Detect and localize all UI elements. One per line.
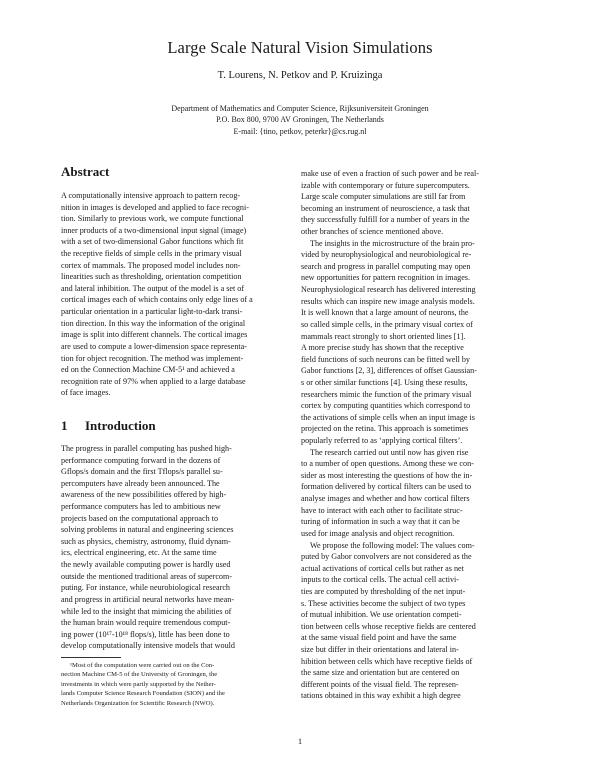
text-line: izable with contemporary or future supercomputers.	[301, 180, 470, 190]
text-line: cortical images each of which contains only edge lines of a	[61, 295, 253, 305]
section-title: Introduction	[85, 418, 156, 433]
right-column-body	[301, 168, 541, 702]
text-line: s. These activities become the subject of two types	[301, 598, 466, 608]
text-line: turing of information in such a way that it can be	[301, 517, 460, 527]
text-line: other branches of science mentioned above.	[301, 227, 444, 237]
text-line: projected on the retina. This approach is sometimes	[301, 424, 469, 434]
text-line: cortex by computing quantities which correspond to	[301, 401, 471, 411]
text-line: performance computing forward in the dozens of	[61, 455, 221, 465]
text-line: percomputers have already been announced. The	[61, 478, 220, 488]
footnote-rule	[61, 657, 121, 658]
text-line: ics, electrical engineering, etc. At the same time	[61, 548, 217, 558]
page-number: 1	[297, 736, 303, 746]
text-line: mammals react strongly to short oriented lines [1].	[301, 331, 466, 341]
introduction-heading	[61, 418, 156, 434]
text-line: Gflops/s domain and the first Tflops/s parallel su-	[61, 467, 223, 477]
text-line: the activations of simple cells when an input image is	[301, 412, 475, 422]
text-line: field functions of such neurons can be fitted well by	[301, 354, 470, 364]
text-line: of mutual inhibition. We use orientation competi-	[301, 610, 462, 620]
text-line: The insights in the microstructure of the brain pro-	[310, 238, 475, 248]
text-line: ed on the Connection Machine CM-5¹ and achieved a	[61, 365, 235, 375]
text-line: puting. For instance, while neurobiological research	[61, 583, 230, 593]
text-line: of face images.	[61, 388, 111, 398]
text-line: cortex of mammals. The proposed model includes non-	[61, 260, 241, 270]
text-line: they successfully fulfill for a number of years in the	[301, 215, 470, 225]
text-line: researchers mimic the function of the primary visual	[301, 389, 472, 399]
text-line: nition in images is developed and applied to face recogni-	[61, 202, 249, 212]
text-line: outside the mentioned traditional areas of supercom-	[61, 571, 233, 581]
text-line: make use of even a fraction of such power and be real-	[301, 169, 479, 178]
text-line: formation delivered by cortical filters can be used to	[301, 482, 472, 492]
text-line: hibition between cells which have receptive fields of	[301, 656, 473, 666]
text-line: investments in which were partly supported by the Nether-	[61, 680, 216, 688]
text-line: inner products of a two-dimensional input signal (image)	[61, 225, 247, 235]
text-line: awareness of the new possibilities offered by high-	[61, 490, 227, 500]
text-line: ties are computed by thresholding of the net input-	[301, 586, 466, 596]
text-line: search and progress in parallel computing may open	[301, 261, 471, 271]
text-line: image is split into different channels. The cortical images	[61, 330, 248, 340]
text-line: different points of the visual field. The represen-	[301, 679, 459, 689]
text-line: recognition rate of 97% when applied to a large database	[61, 376, 246, 386]
text-line: tion between cells whose receptive fields are centered	[301, 621, 476, 631]
text-line: A computationally intensive approach to pattern recog-	[61, 191, 241, 200]
section-number: 1	[61, 418, 68, 433]
text-line: Netherlands Organization for Scientific Research (NWO).	[61, 699, 215, 707]
paper-authors: T. Lourens, N. Petkov and P. Kruizinga	[217, 70, 383, 81]
text-line: tion for object recognition. The method was implement-	[61, 353, 244, 363]
text-line: with a set of two-dimensional Gabor functions which fit	[61, 237, 244, 247]
text-line: becoming an instrument of neuroscience, a task that	[301, 203, 470, 213]
text-line: while led to the insight that mimicing the abilities of	[61, 606, 232, 616]
text-line: new opportunities for pattern recognition in images.	[301, 273, 471, 283]
text-line: such as physics, chemistry, astronomy, fluid dynam-	[61, 536, 231, 546]
abstract-heading: Abstract	[61, 164, 110, 179]
text-line: It is well known that a large amount of neurons, the	[301, 308, 469, 318]
text-line: analyse images and whether and how cortical filters	[301, 494, 470, 504]
text-line: the same size and orientation but are centered on	[301, 668, 460, 678]
text-line: The research carried out until now has given rise	[310, 447, 469, 457]
text-line: vided by neurophysiological and neurobiological re-	[301, 250, 472, 260]
text-line: develop computationally intensive models that would	[61, 641, 235, 651]
paper-title: Large Scale Natural Vision Simulations	[167, 38, 433, 57]
affiliation-email: E-mail: {tino, petkov, peterkr}@cs.rug.nl	[233, 126, 367, 136]
text-line: actual activations of cortical cells but rather as net	[301, 563, 464, 573]
text-line: performance computers has led to ambitious new	[61, 502, 221, 512]
introduction-body	[61, 443, 301, 652]
text-line: at the same visual field point and have the same	[301, 633, 457, 643]
abstract-body	[61, 190, 301, 399]
text-line: ing power (10¹⁷-10¹⁸ flops/s), little has been done to	[61, 629, 230, 639]
text-line: have to interact with each other to facilitate struc-	[301, 505, 463, 515]
text-line: and progress in artificial neural networks have mean-	[61, 594, 235, 604]
text-line: sider as most interesting the questions of how the in-	[301, 470, 473, 480]
text-line: puted by Gabor convolvers are not considered as the	[301, 552, 472, 562]
text-line: linearities such as thresholding, orientation competition	[61, 272, 242, 282]
text-line: the receptive fields of simple cells in the primary visual	[61, 249, 242, 259]
text-line: The progress in parallel computing has pushed high-	[61, 444, 232, 453]
text-line: to a number of open questions. Among these we con-	[301, 459, 474, 469]
text-line: particular orientation in a particular light-to-dark transi-	[61, 307, 243, 317]
text-line: A more precise study has shown that the receptive	[301, 343, 464, 353]
text-line: nection Machine CM-5 of the University of Groningen, the	[61, 671, 218, 679]
text-line: tion. Similarly to previous work, we compute functional	[61, 214, 244, 224]
footnote	[61, 661, 301, 708]
text-line: size but differ in their orientations and lateral in-	[301, 644, 459, 654]
text-line: and lateral inhibition. The output of the model is a set of	[61, 283, 245, 293]
text-line: inputs to the cortical cells. The actual cell activi-	[301, 575, 460, 585]
text-line: Gabor functions [2, 3], differences of offset Gaussian-	[301, 366, 477, 376]
text-line: are used to compute a lower-dimension space representa-	[61, 341, 247, 351]
text-line: used for image analysis and object recognition.	[301, 528, 455, 538]
text-line: projects based on the computational approach to	[61, 513, 219, 523]
text-line: lands Computer Science Research Foundation (SION) and the	[61, 690, 225, 698]
text-line: solving problems in natural and engineering sciences	[61, 525, 234, 535]
text-line: We propose the following model: The values com-	[310, 540, 475, 550]
text-line: tion direction. In this way the information of the original	[61, 318, 246, 328]
affiliation-block	[0, 103, 600, 137]
text-line: Large scale computer simulations are still far from	[301, 192, 466, 202]
text-line: the newly available computing power is hardly used	[61, 560, 231, 570]
text-line: the human brain would require tremendous comput-	[61, 618, 231, 628]
text-line: so called simple cells, in the primary visual cortex of	[301, 319, 473, 329]
text-line: popularly referred to as ‘applying cortical filters’.	[301, 436, 463, 446]
text-line: ¹Most of the computation were carried out on the Con-	[70, 662, 215, 669]
affiliation-department: Department of Mathematics and Computer Science, Rijksuniversiteit Groningen	[171, 104, 429, 113]
text-line: Neurophysiological research has delivered interesting	[301, 285, 476, 295]
affiliation-address: P.O. Box 800, 9700 AV Groningen, The Netherlands	[216, 115, 384, 125]
text-line: s or other similar functions [4]. Using these results,	[301, 377, 468, 387]
text-line: tations obtained in this way exhibit a high degree	[301, 691, 461, 701]
text-line: results which can inspire new image analysis models.	[301, 296, 475, 306]
